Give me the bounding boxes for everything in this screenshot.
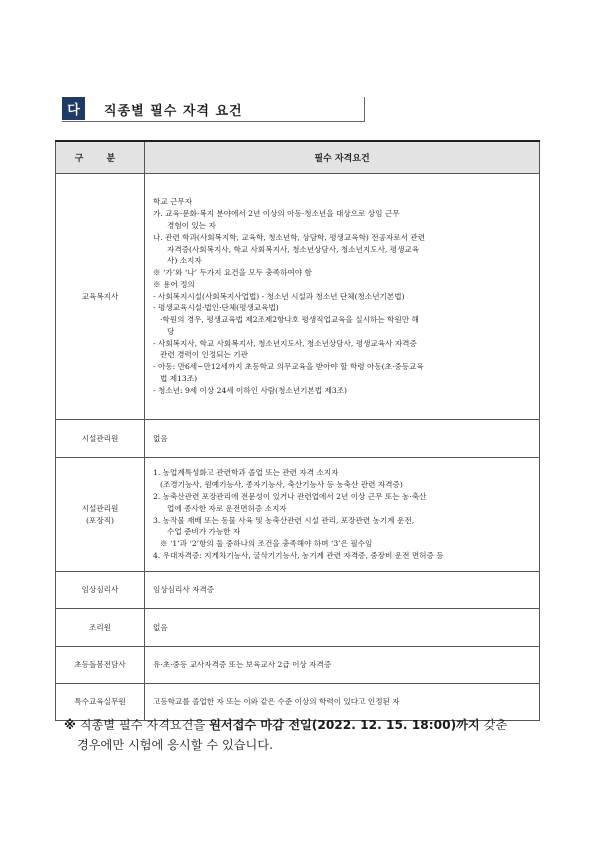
table-row [56, 458, 540, 572]
row-category: 시설관리원 (포장직) [56, 458, 145, 572]
section-badge: 다 [62, 97, 85, 120]
table-body [56, 174, 540, 721]
requirement-line: - 아동: 만6세~만12세까지 초등학교 의무교육을 받아야 할 학령 아동(초·중등교육 [153, 362, 424, 372]
requirement-line: ※ 용어 정의 [153, 279, 195, 289]
row-requirements [145, 647, 540, 684]
requirement-line: 없음 [153, 622, 168, 632]
requirement-line: 사) 소지자 [167, 256, 202, 266]
requirement-line: ※ ‘1’과 ‘2’항의 둘 중하나의 조건을 충족해야 하며 ‘3’은 필수임 [160, 539, 373, 549]
requirement-line: 학교 근무자 [153, 197, 193, 207]
requirement-line: 나. 관련 학과(사회복지학, 교육학, 청소년학, 상담학, 평생교육학) 전공자로서 관련 [153, 232, 426, 242]
row-category: 임상심리사 [56, 572, 145, 609]
requirement-line: 4. 우대자격증: 지게차기능사, 굴삭기기능사, 농기계 관련 자격증, 중장비 운전 면허증 등 [153, 550, 444, 560]
requirement-line: 업에 종사한 자로 운전면허증 소지자 [167, 503, 287, 513]
note-line-2: 경우에만 시험에 응시할 수 있습니다. [77, 737, 273, 752]
row-requirements [145, 174, 540, 420]
row-requirements [145, 420, 540, 458]
table-row [56, 684, 540, 721]
header-requirements: 필수 자격요건 [145, 141, 540, 174]
requirement-line: 임상심리사 자격증 [153, 585, 215, 595]
requirement-line: 고등학교를 졸업한 자 또는 이와 같은 수준 이상의 학력이 있다고 인정된 자 [153, 697, 400, 707]
requirement-line: - 청소년: 9세 이상 24세 이하인 사람(청소년기본법 제3조) [153, 385, 347, 395]
row-category: 특수교육실무원 [56, 684, 145, 721]
requirement-line: (조경기능사, 원예기능사, 종자기능사, 축산기능사 등 농축산 관련 자격증) [160, 480, 403, 490]
row-requirements [145, 609, 540, 647]
requirement-line: 경험이 있는 자 [167, 221, 216, 231]
requirement-line: ·학원의 경우, 평생교육법 제2조제2항나호 평생직업교육을 실시하는 학원만 해 [160, 315, 419, 325]
requirement-line: 3. 농작물 재배 또는 동물 사육 및 농축산관련 시설 관리, 포장관련 농기계 운전, [153, 515, 415, 525]
requirements-table [55, 140, 540, 721]
requirement-line: 당 [167, 326, 175, 336]
requirement-line: - 사회복지시설(사회복지사업법) - 청소년 시설과 청소년 단체(청소년기본법) [153, 291, 405, 301]
row-category: 초등돌봄전담사 [56, 647, 145, 684]
requirement-line: 가. 교육·문화·복지 분야에서 2년 이상의 아동·청소년을 대상으로 상임 근무 [153, 209, 400, 219]
requirement-line: - 평생교육시설·법인·단체(평생교육법) [153, 303, 279, 313]
section-title: 직종별 필수 자격 요건 [104, 104, 243, 119]
row-category: 조리원 [56, 609, 145, 647]
requirement-line: 자격증(사회복지사, 학교 사회복지사, 청소년상담사, 청소년지도사, 평생교육 [167, 244, 420, 254]
row-requirements [145, 458, 540, 572]
requirement-line: ※ ‘가’와 ‘나’ 두가지 요건을 모두 충족하여야 함 [153, 268, 312, 278]
requirement-line: 법 제13조) [160, 373, 198, 383]
footer-note [64, 716, 544, 755]
table-row [56, 609, 540, 647]
requirement-line: 2. 농축산관련 포장관리에 전문성이 있거나 관련업에서 2년 이상 근무 또는 농·축산 [153, 491, 427, 501]
row-category: 교육복지사 [56, 174, 145, 420]
requirement-line: - 사회복지사, 학교 사회복지사, 청소년지도사, 청소년상담사, 평생교육사 자격증 [153, 338, 417, 348]
table-row [56, 647, 540, 684]
table-row [56, 572, 540, 609]
requirement-line: 유·초·중등 교사자격증 또는 보육교사 2급 이상 자격증 [153, 660, 332, 670]
requirement-line: 수업 준비가 가능한 자 [167, 527, 241, 537]
row-category: 시설관리원 [56, 420, 145, 458]
note-star: ※ [64, 718, 76, 732]
note-deadline: 원서접수 마감 전일(2022. 12. 15. 18:00)까지 [209, 718, 480, 732]
requirement-line: 1. 농업계특성화고 관련학과 졸업 또는 관련 자격 소지자 [153, 468, 339, 478]
table-row [56, 420, 540, 458]
table-row [56, 174, 540, 420]
requirement-line: 없음 [153, 433, 168, 443]
section-header [62, 97, 365, 122]
row-requirements [145, 684, 540, 721]
table-header-row [56, 141, 540, 174]
header-category: 구 분 [56, 141, 145, 174]
row-requirements [145, 572, 540, 609]
note-text-before: 직종별 필수 자격요건을 [75, 718, 210, 732]
note-text-after: 갖춘 [479, 718, 508, 732]
requirement-line: 관련 경력이 인정되는 기관 [160, 350, 248, 360]
